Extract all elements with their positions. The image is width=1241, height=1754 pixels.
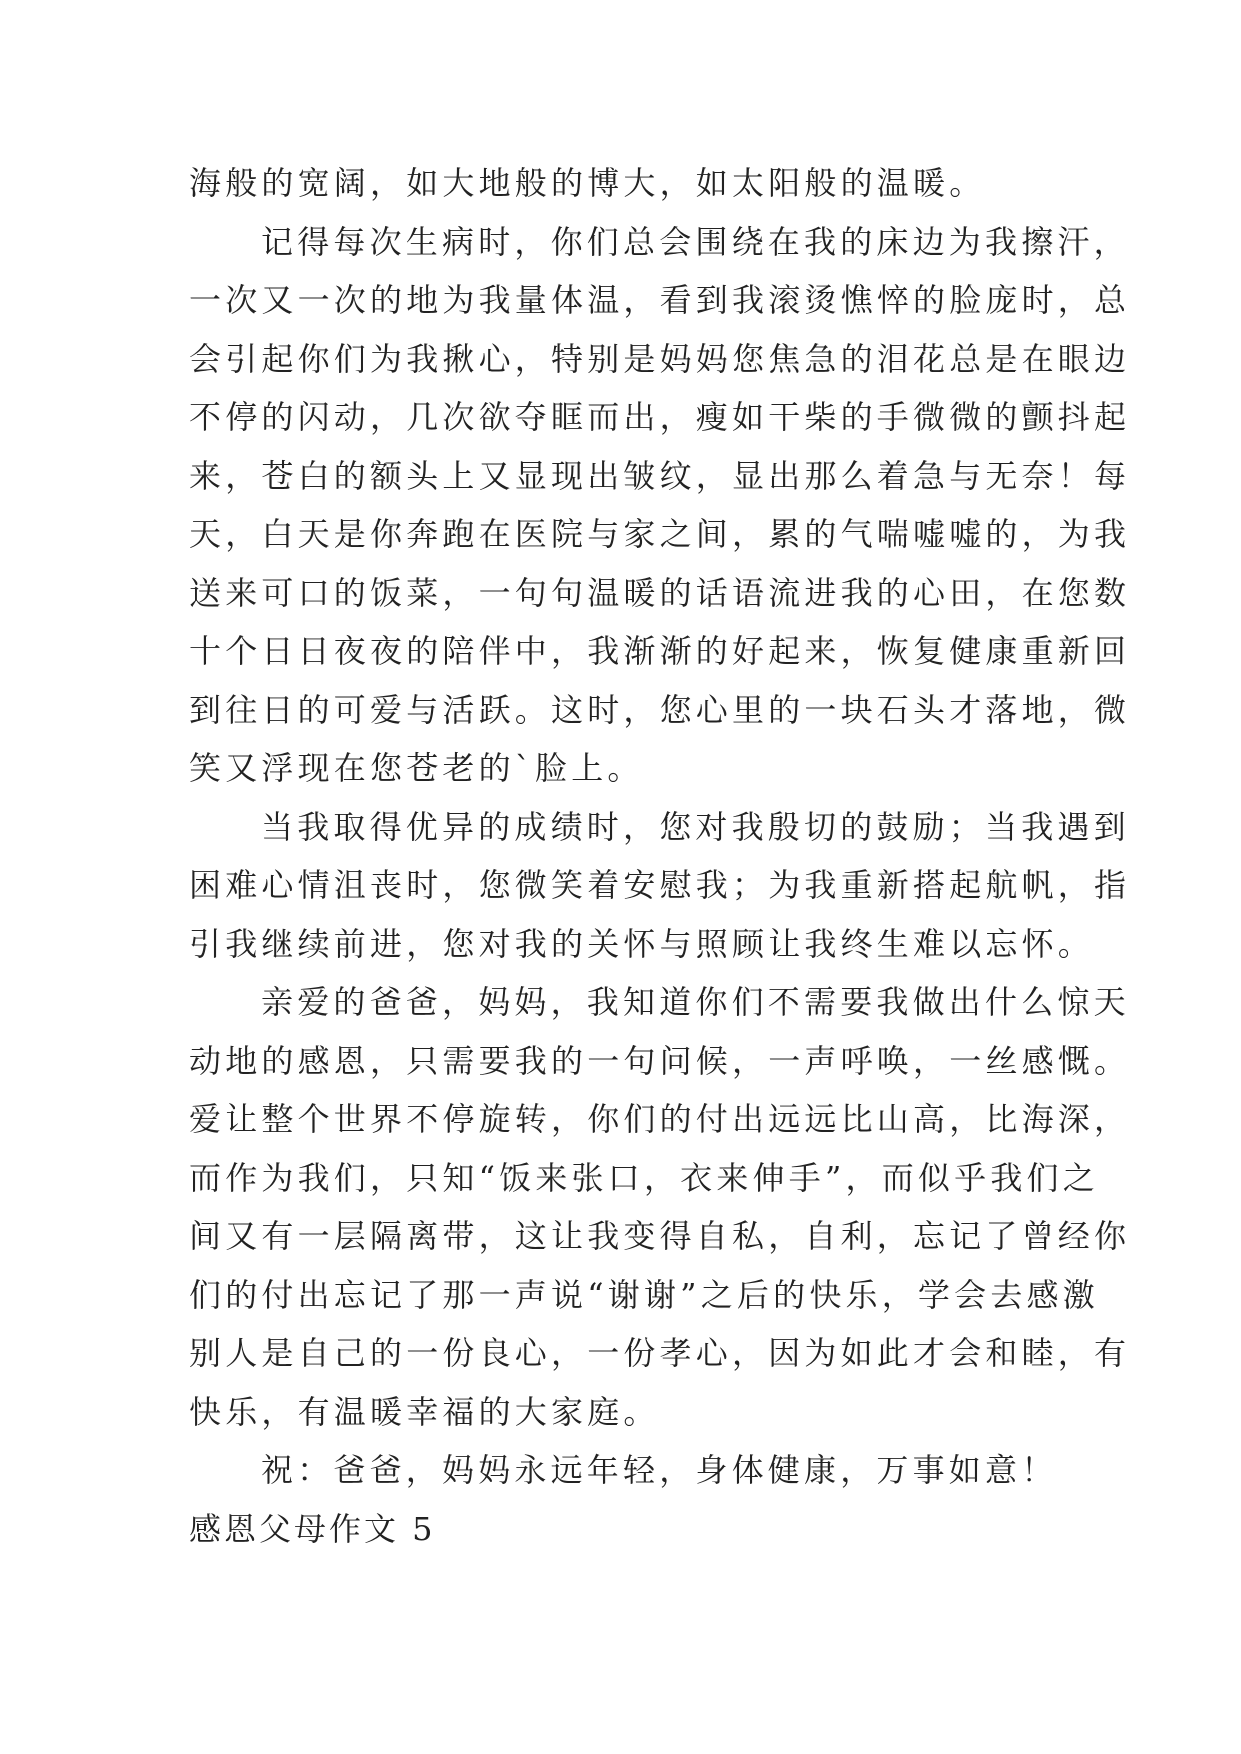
closing-wish: 祝：爸爸，妈妈永远年轻，身体健康，万事如意！ (261, 1451, 1058, 1489)
text-line: 送来可口的饭菜，一句句温暖的话语流进我的心田，在您数 (189, 573, 1131, 612)
text-line: 会引起你们为我揪心，特别是妈妈您焦急的泪花总是在眼边 (189, 339, 1131, 378)
essay-body (189, 154, 1131, 1558)
text-line: 一次又一次的地为我量体温，看到我滚烫憔悴的脸庞时，总 (189, 281, 1131, 319)
text-line: 海般的宽阔，如大地般的博大，如太阳般的温暖。 (189, 164, 986, 202)
text-line: 当我取得优异的成绩时，您对我殷切的鼓励；当我遇到 (261, 807, 1130, 846)
text-line: 十个日日夜夜的陪伴中，我渐渐的好起来，恢复健康重新回 (189, 632, 1131, 670)
text-line: 而作为我们，只知“饭来张口，衣来伸手”，而似乎我们之 (189, 1158, 1099, 1197)
text-line: 爱让整个世界不停旋转，你们的付出远远比山高，比海深， (189, 1100, 1131, 1138)
text-line: 不停的闪动，几次欲夺眶而出，瘦如干柴的手微微的颤抖起 (189, 398, 1131, 436)
text-line: 快乐，有温暖幸福的大家庭。 (189, 1392, 660, 1431)
text-line: 天，白天是你奔跑在医院与家之间，累的气喘嘘嘘的，为我 (189, 515, 1131, 553)
text-line: 记得每次生病时，你们总会围绕在我的床边为我擦汗， (261, 222, 1130, 261)
text-line: 亲爱的爸爸，妈妈，我知道你们不需要我做出什么惊天 (261, 983, 1130, 1021)
next-essay-heading: 感恩父母作文 5 (189, 1509, 436, 1548)
text-line: 别人是自己的一份良心，一份孝心，因为如此才会和睦，有 (189, 1334, 1131, 1372)
text-line: 引我继续前进，您对我的关怀与照顾让我终生难以忘怀。 (189, 924, 1095, 963)
text-line: 困难心情沮丧时，您微笑着安慰我；为我重新搭起航帆，指 (189, 866, 1131, 904)
text-line: 到往日的可爱与活跃。这时，您心里的一块石头才落地，微 (189, 690, 1131, 729)
text-line: 们的付出忘记了那一声说“谢谢”之后的快乐，学会去感激 (189, 1275, 1099, 1314)
text-line: 间又有一层隔离带，这让我变得自私，自利，忘记了曾经你 (189, 1217, 1131, 1255)
text-line: 动地的感恩，只需要我的一句问候，一声呼唤，一丝感慨。 (189, 1041, 1131, 1080)
text-line: 笑又浮现在您苍老的`脸上。 (189, 749, 644, 787)
text-line: 来，苍白的额头上又显现出皱纹，显出那么着急与无奈！每 (189, 456, 1131, 495)
